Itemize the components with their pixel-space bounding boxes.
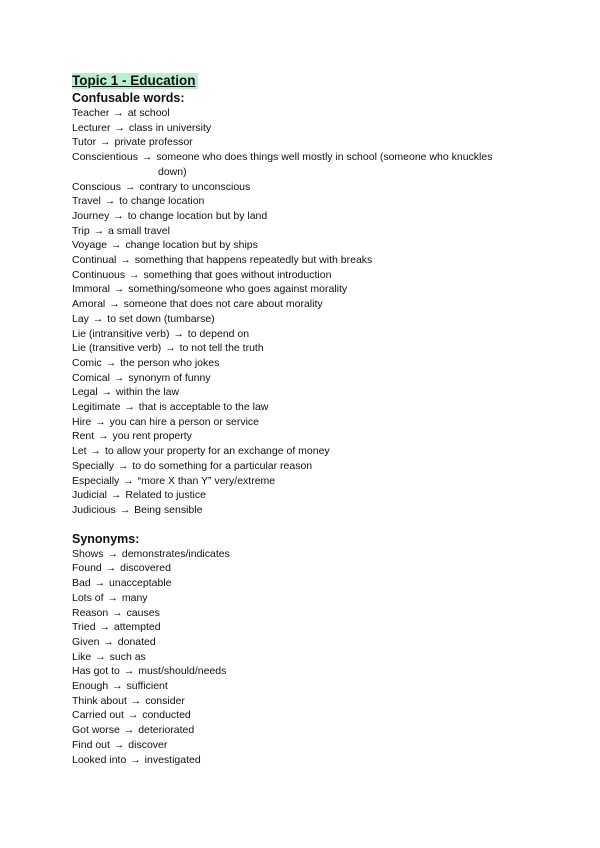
arrow-right-icon: → <box>130 753 141 766</box>
entry-term: Especially <box>72 474 120 487</box>
entry-term: Lay <box>72 312 89 325</box>
entry-definition: deteriorated <box>138 724 195 737</box>
entry-term: Bad <box>72 577 91 590</box>
list-item <box>72 385 552 400</box>
list-item <box>72 429 552 444</box>
entry-term: Amoral <box>72 298 106 311</box>
entry-definition: change location but by ships <box>125 239 258 252</box>
entry-term: Conscious <box>72 180 122 193</box>
arrow-right-icon: → <box>124 180 136 193</box>
list-item <box>72 459 552 474</box>
list-item <box>72 224 552 239</box>
arrow-right-icon: → <box>117 459 129 472</box>
arrow-right-icon: → <box>99 621 110 634</box>
arrow-right-icon: → <box>103 635 114 648</box>
entry-term: Comic <box>72 356 102 369</box>
entry-definition: to do something for a particular reason <box>132 459 313 472</box>
entry-definition: discover <box>128 738 168 751</box>
list-item <box>72 474 552 489</box>
entry-term: Conscientious <box>72 151 138 164</box>
list-item <box>72 371 552 386</box>
arrow-right-icon: → <box>107 547 118 560</box>
arrow-right-icon: → <box>113 283 125 296</box>
entry-term: Enough <box>72 680 109 693</box>
list-item <box>72 753 552 768</box>
entry-definition: such as <box>109 650 146 663</box>
entry-term: Judicial <box>72 489 108 502</box>
entry-continuation: down) <box>158 165 187 178</box>
entry-term: Legal <box>72 386 98 399</box>
list-item <box>72 415 552 430</box>
list-item <box>72 738 552 753</box>
section-heading: Synonyms: <box>72 531 140 546</box>
list-item <box>72 180 552 195</box>
entry-definition: someone who does things well mostly in school (someone who knuckles <box>156 151 493 164</box>
entry-term: Shows <box>72 547 104 560</box>
arrow-right-icon: → <box>120 254 131 267</box>
entry-definition: that is acceptable to the law <box>138 401 269 414</box>
arrow-right-icon: → <box>92 312 104 325</box>
entry-term: Voyage <box>72 239 108 252</box>
list-item <box>72 253 552 268</box>
entry-term: Continuous <box>72 268 126 281</box>
entry-term: Lie (intransitive verb) <box>72 327 170 340</box>
list-item <box>72 356 552 371</box>
sections-container <box>72 91 552 767</box>
list-item <box>72 591 552 606</box>
entry-term: Trip <box>72 224 90 237</box>
entry-definition: to depend on <box>187 327 250 340</box>
list-item <box>72 268 552 283</box>
arrow-right-icon: → <box>119 503 131 516</box>
entry-term: Tutor <box>72 136 97 149</box>
entry-definition: synonym of funny <box>128 371 211 384</box>
arrow-right-icon: → <box>112 680 123 693</box>
arrow-right-icon: → <box>113 209 124 222</box>
entry-term: Lots of <box>72 591 104 604</box>
entry-term: Immoral <box>72 283 110 296</box>
list-item <box>72 106 552 121</box>
entry-term: Legitimate <box>72 401 121 414</box>
entry-term: Journey <box>72 209 110 222</box>
list-item <box>72 679 552 694</box>
entry-term: Tried <box>72 621 96 634</box>
arrow-right-icon: → <box>110 489 122 502</box>
entry-term: Hire <box>72 415 92 428</box>
entry-term: Rent <box>72 430 95 443</box>
list-item <box>72 664 552 679</box>
entry-list <box>72 547 552 768</box>
entry-definition: to not tell the truth <box>179 342 264 355</box>
entry-definition: contrary to unconscious <box>139 180 251 193</box>
entry-term: Found <box>72 562 102 575</box>
list-item <box>72 620 552 635</box>
list-item <box>72 297 552 312</box>
arrow-right-icon: → <box>141 151 153 164</box>
list-item <box>72 488 552 503</box>
entry-definition: consider <box>145 694 185 707</box>
arrow-right-icon: → <box>114 121 125 134</box>
arrow-right-icon: → <box>129 268 140 281</box>
entry-definition: within the law <box>116 386 180 399</box>
entry-definition: something that goes without introduction <box>143 268 332 281</box>
list-item <box>72 282 552 297</box>
list-item <box>72 400 552 415</box>
document-title: Topic 1 - Education <box>72 73 196 88</box>
list-item <box>72 561 552 576</box>
entry-definition: Being sensible <box>134 503 203 516</box>
arrow-right-icon: → <box>105 562 117 575</box>
arrow-right-icon: → <box>113 371 125 384</box>
entry-term: Find out <box>72 738 110 751</box>
arrow-right-icon: → <box>101 386 113 399</box>
entry-term: Has got to <box>72 665 120 678</box>
entry-term: Lie (transitive verb) <box>72 342 162 355</box>
list-item <box>72 312 552 327</box>
entry-definition: something/someone who goes against morality <box>128 283 348 296</box>
entry-term: Think about <box>72 694 127 707</box>
entry-definition: you can hire a person or service <box>109 415 260 428</box>
entry-definition: discovered <box>120 562 171 575</box>
document-body <box>72 72 552 767</box>
entry-term: Lecturer <box>72 121 111 134</box>
list-item <box>72 708 552 723</box>
list-item <box>72 547 552 562</box>
entry-definition: “more X than Y” very/extreme <box>137 474 276 487</box>
entry-definition: to allow your property for an exchange of money <box>104 445 330 458</box>
list-item <box>72 150 552 179</box>
list-item <box>72 635 552 650</box>
entry-term: Looked into <box>72 753 127 766</box>
arrow-right-icon: → <box>107 591 118 604</box>
entry-term: Got worse <box>72 724 120 737</box>
entry-definition: demonstrates/indicates <box>121 547 230 560</box>
list-item <box>72 650 552 665</box>
entry-definition: conducted <box>142 709 191 722</box>
list-item <box>72 694 552 709</box>
entry-definition: sufficient <box>126 680 168 693</box>
arrow-right-icon: → <box>123 665 135 678</box>
entry-definition: to change location <box>119 195 205 208</box>
list-item <box>72 194 552 209</box>
list-item <box>72 341 552 356</box>
entry-term: Let <box>72 445 87 458</box>
list-item <box>72 327 552 342</box>
entry-definition: a small travel <box>108 224 170 237</box>
arrow-right-icon: → <box>95 650 106 663</box>
section-spacer <box>72 518 552 532</box>
list-item <box>72 135 552 150</box>
list-item <box>72 444 552 459</box>
arrow-right-icon: → <box>98 430 109 443</box>
entry-term: Travel <box>72 195 101 208</box>
entry-term: Carried out <box>72 709 124 722</box>
entry-term: Continual <box>72 254 117 267</box>
arrow-right-icon: → <box>110 239 122 252</box>
entry-definition: something that happens repeatedly but with breaks <box>134 254 373 267</box>
entry-term: Reason <box>72 606 109 619</box>
list-item <box>72 576 552 591</box>
entry-term: Like <box>72 650 92 663</box>
entry-definition: must/should/needs <box>138 665 227 678</box>
arrow-right-icon: → <box>95 415 106 428</box>
arrow-right-icon: → <box>112 606 123 619</box>
entry-list <box>72 106 552 518</box>
entry-term: Given <box>72 635 100 648</box>
entry-term: Teacher <box>72 107 110 119</box>
entry-definition: donated <box>117 635 156 648</box>
entry-term: Comical <box>72 371 110 384</box>
arrow-right-icon: → <box>123 474 134 487</box>
arrow-right-icon: → <box>93 224 105 237</box>
entry-definition: to change location but by land <box>127 209 268 222</box>
list-item <box>72 209 552 224</box>
arrow-right-icon: → <box>90 445 102 458</box>
entry-definition: at school <box>127 107 170 119</box>
entry-definition: causes <box>126 606 160 619</box>
entry-definition: attempted <box>113 621 161 634</box>
arrow-right-icon: → <box>173 327 184 340</box>
entry-definition: someone that does not care about morality <box>123 298 323 311</box>
list-item <box>72 121 552 136</box>
entry-definition: many <box>121 591 148 604</box>
arrow-right-icon: → <box>104 195 116 208</box>
arrow-right-icon: → <box>109 298 120 311</box>
list-item <box>72 723 552 738</box>
arrow-right-icon: → <box>123 724 135 737</box>
entry-definition: to set down (tumbarse) <box>107 312 215 325</box>
list-item <box>72 503 552 518</box>
arrow-right-icon: → <box>113 738 125 751</box>
arrow-right-icon: → <box>124 401 135 414</box>
entry-definition: private professor <box>114 136 193 149</box>
entry-term: Judicious <box>72 503 116 516</box>
section-heading: Confusable words: <box>72 91 185 105</box>
arrow-right-icon: → <box>105 356 117 369</box>
entry-definition: you rent property <box>112 430 192 443</box>
arrow-right-icon: → <box>165 342 176 355</box>
arrow-right-icon: → <box>94 577 106 590</box>
arrow-right-icon: → <box>113 107 124 119</box>
entry-term: Specially <box>72 459 115 472</box>
entry-definition: unacceptable <box>109 577 172 590</box>
entry-definition: Related to justice <box>125 489 206 502</box>
entry-definition: class in university <box>128 121 212 134</box>
entry-definition: the person who jokes <box>120 356 220 369</box>
arrow-right-icon: → <box>127 709 139 722</box>
arrow-right-icon: → <box>100 136 111 149</box>
arrow-right-icon: → <box>130 694 142 707</box>
entry-definition: investigated <box>144 753 201 766</box>
list-item <box>72 238 552 253</box>
list-item <box>72 606 552 621</box>
